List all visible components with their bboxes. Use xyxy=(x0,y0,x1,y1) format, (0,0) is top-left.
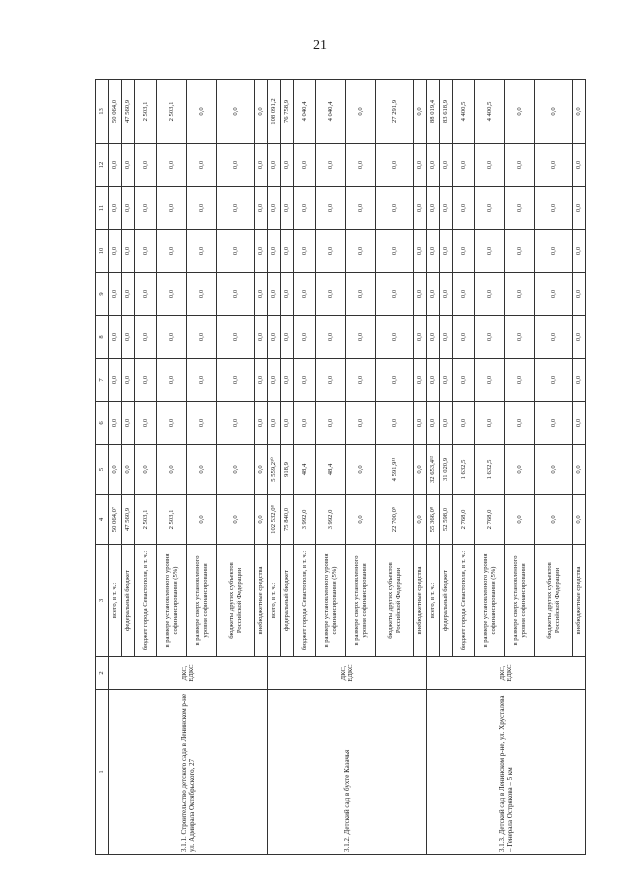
value-cell: 0,0 xyxy=(440,316,453,359)
value-cell: 0,0 xyxy=(281,144,294,187)
value-cell: 0,0 xyxy=(157,359,187,402)
funding-source-cell: всего, в т. ч.: xyxy=(109,545,122,657)
column-header: 13 xyxy=(96,80,109,144)
value-cell: 0,0 xyxy=(187,273,217,316)
column-header: 2 xyxy=(96,657,109,690)
value-cell: 0,0 xyxy=(268,144,281,187)
value-cell: 0,0 xyxy=(217,445,255,495)
rotated-table-container xyxy=(95,80,583,855)
value-cell: 50 064,0⁷ xyxy=(109,495,122,545)
value-cell: 0,0 xyxy=(316,144,346,187)
value-cell: 27 291,9 xyxy=(376,80,414,144)
value-cell: 0,0 xyxy=(414,359,427,402)
value-cell: 0,0 xyxy=(122,402,135,445)
value-cell: 0,0 xyxy=(453,230,475,273)
value-cell: 0,0 xyxy=(135,144,157,187)
funding-source-cell: внебюджетные средства xyxy=(573,545,586,657)
value-cell: 0,0 xyxy=(217,495,255,545)
header-row xyxy=(96,80,109,855)
funding-source-cell: бюджет города Севастополя, в т. ч.: xyxy=(135,545,157,657)
table-row xyxy=(268,80,281,855)
value-cell: 0,0 xyxy=(573,445,586,495)
value-cell: 0,0 xyxy=(316,273,346,316)
value-cell: 0,0 xyxy=(346,144,376,187)
funding-source-cell: бюджет города Севастополя, в т. ч.: xyxy=(294,545,316,657)
value-cell: 0,0 xyxy=(505,359,535,402)
value-cell: 0,0 xyxy=(281,402,294,445)
value-cell: 0,0 xyxy=(427,273,440,316)
value-cell: 0,0 xyxy=(122,359,135,402)
measure-name-cell: 3.1.3. Детский сад в Ленинском р-не, ул. Хрусталева – Генерала Острякова – 5 км xyxy=(427,690,586,855)
value-cell: 0,0 xyxy=(440,230,453,273)
value-cell: 0,0 xyxy=(453,144,475,187)
value-cell: 0,0 xyxy=(187,445,217,495)
value-cell: 0,0 xyxy=(346,402,376,445)
value-cell: 0,0 xyxy=(346,273,376,316)
value-cell: 0,0 xyxy=(255,80,268,144)
value-cell: 2 503,1 xyxy=(157,495,187,545)
value-cell: 0,0 xyxy=(255,144,268,187)
column-header: 5 xyxy=(96,445,109,495)
column-header: 1 xyxy=(96,690,109,855)
value-cell: 0,0 xyxy=(255,316,268,359)
funding-source-cell: внебюджетные средства xyxy=(255,545,268,657)
value-cell: 0,0 xyxy=(535,495,573,545)
executor-cell: ДКС, ЕДКС xyxy=(268,657,427,690)
funding-source-cell: в размере установленного уровня софинансирования (5%) xyxy=(475,545,505,657)
funding-source-cell: в размере установленного уровня софинансирования (5%) xyxy=(316,545,346,657)
value-cell: 31 020,9 xyxy=(440,445,453,495)
value-cell: 0,0 xyxy=(414,273,427,316)
value-cell: 0,0 xyxy=(475,316,505,359)
value-cell: 0,0 xyxy=(157,144,187,187)
value-cell: 47 560,9 xyxy=(122,80,135,144)
value-cell: 0,0 xyxy=(217,187,255,230)
measure-name-cell: 3.1.2. Детский сад в бухте Казачья xyxy=(268,690,427,855)
value-cell: 5 559,2¹⁰ xyxy=(268,445,281,495)
value-cell: 0,0 xyxy=(475,273,505,316)
table-body xyxy=(96,80,586,855)
value-cell: 0,0 xyxy=(376,402,414,445)
value-cell: 0,0 xyxy=(135,230,157,273)
funding-source-cell: бюджеты других субъектов Российской Федерации xyxy=(535,545,573,657)
table-row xyxy=(427,80,440,855)
value-cell: 0,0 xyxy=(217,80,255,144)
value-cell: 0,0 xyxy=(217,316,255,359)
funding-source-cell: бюджеты других субъектов Российской Федерации xyxy=(217,545,255,657)
value-cell: 3 992,0 xyxy=(294,495,316,545)
value-cell: 22 700,0⁹ xyxy=(376,495,414,545)
value-cell: 0,0 xyxy=(281,273,294,316)
value-cell: 0,0 xyxy=(535,316,573,359)
value-cell: 0,0 xyxy=(109,359,122,402)
value-cell: 0,0 xyxy=(187,402,217,445)
value-cell: 0,0 xyxy=(427,144,440,187)
funding-source-cell: федеральный бюджет xyxy=(440,545,453,657)
value-cell: 0,0 xyxy=(535,273,573,316)
value-cell: 0,0 xyxy=(346,187,376,230)
value-cell: 0,0 xyxy=(505,144,535,187)
column-header: 12 xyxy=(96,144,109,187)
funding-source-cell: федеральный бюджет xyxy=(281,545,294,657)
value-cell: 0,0 xyxy=(573,316,586,359)
value-cell: 0,0 xyxy=(346,445,376,495)
value-cell: 0,0 xyxy=(281,187,294,230)
value-cell: 0,0 xyxy=(187,144,217,187)
value-cell: 0,0 xyxy=(157,445,187,495)
value-cell: 0,0 xyxy=(255,230,268,273)
value-cell: 2 768,0 xyxy=(453,495,475,545)
value-cell: 0,0 xyxy=(376,144,414,187)
funding-source-cell: внебюджетные средства xyxy=(414,545,427,657)
value-cell: 0,0 xyxy=(535,402,573,445)
value-cell: 0,0 xyxy=(109,402,122,445)
value-cell: 0,0 xyxy=(217,402,255,445)
funding-source-cell: в размере сверх установленного уровня софинансирования xyxy=(346,545,376,657)
value-cell: 0,0 xyxy=(217,230,255,273)
column-header: 4 xyxy=(96,495,109,545)
value-cell: 0,0 xyxy=(135,316,157,359)
column-header: 7 xyxy=(96,359,109,402)
column-header: 10 xyxy=(96,230,109,273)
value-cell: 0,0 xyxy=(535,445,573,495)
value-cell: 0,0 xyxy=(414,445,427,495)
value-cell: 0,0 xyxy=(414,402,427,445)
value-cell: 0,0 xyxy=(346,316,376,359)
value-cell: 0,0 xyxy=(294,359,316,402)
value-cell: 48,4 xyxy=(316,445,346,495)
value-cell: 0,0 xyxy=(346,359,376,402)
value-cell: 0,0 xyxy=(122,445,135,495)
value-cell: 0,0 xyxy=(255,187,268,230)
value-cell: 0,0 xyxy=(376,316,414,359)
value-cell: 0,0 xyxy=(187,230,217,273)
value-cell: 0,0 xyxy=(453,316,475,359)
value-cell: 0,0 xyxy=(414,187,427,230)
value-cell: 0,0 xyxy=(187,495,217,545)
value-cell: 0,0 xyxy=(505,187,535,230)
value-cell: 0,0 xyxy=(376,230,414,273)
value-cell: 4 040,4 xyxy=(294,80,316,144)
value-cell: 1 632,5 xyxy=(475,445,505,495)
funding-source-cell: бюджеты других субъектов Российской Федерации xyxy=(376,545,414,657)
value-cell: 0,0 xyxy=(268,273,281,316)
value-cell: 0,0 xyxy=(475,144,505,187)
value-cell: 0,0 xyxy=(505,316,535,359)
value-cell: 88 019,4 xyxy=(427,80,440,144)
column-header: 11 xyxy=(96,187,109,230)
value-cell: 0,0 xyxy=(440,273,453,316)
value-cell: 0,0 xyxy=(294,273,316,316)
column-header: 8 xyxy=(96,316,109,359)
value-cell: 0,0 xyxy=(535,230,573,273)
value-cell: 0,0 xyxy=(135,445,157,495)
funding-source-cell: бюджет города Севастополя, в т. ч.: xyxy=(453,545,475,657)
value-cell: 0,0 xyxy=(453,273,475,316)
value-cell: 0,0 xyxy=(187,359,217,402)
value-cell: 0,0 xyxy=(573,359,586,402)
value-cell: 0,0 xyxy=(427,402,440,445)
value-cell: 0,0 xyxy=(187,187,217,230)
value-cell: 0,0 xyxy=(440,359,453,402)
funding-source-cell: федеральный бюджет xyxy=(122,545,135,657)
column-header: 3 xyxy=(96,545,109,657)
value-cell: 4 400,5 xyxy=(453,80,475,144)
value-cell: 0,0 xyxy=(573,495,586,545)
value-cell: 0,0 xyxy=(122,316,135,359)
value-cell: 0,0 xyxy=(294,187,316,230)
value-cell: 0,0 xyxy=(281,316,294,359)
value-cell: 4 591,9¹¹ xyxy=(376,445,414,495)
value-cell: 0,0 xyxy=(217,359,255,402)
value-cell: 0,0 xyxy=(122,187,135,230)
value-cell: 0,0 xyxy=(157,273,187,316)
value-cell: 0,0 xyxy=(505,402,535,445)
value-cell: 0,0 xyxy=(268,316,281,359)
funding-source-cell: в размере сверх установленного уровня софинансирования xyxy=(505,545,535,657)
value-cell: 0,0 xyxy=(453,187,475,230)
value-cell: 55 366,0⁸ xyxy=(427,495,440,545)
value-cell: 47 560,9 xyxy=(122,495,135,545)
value-cell: 0,0 xyxy=(505,230,535,273)
value-cell: 0,0 xyxy=(414,316,427,359)
value-cell: 0,0 xyxy=(268,402,281,445)
value-cell: 0,0 xyxy=(157,187,187,230)
value-cell: 0,0 xyxy=(255,495,268,545)
value-cell: 0,0 xyxy=(573,187,586,230)
value-cell: 0,0 xyxy=(281,230,294,273)
value-cell: 0,0 xyxy=(376,187,414,230)
value-cell: 0,0 xyxy=(217,144,255,187)
value-cell: 0,0 xyxy=(505,273,535,316)
value-cell: 0,0 xyxy=(453,402,475,445)
table-row xyxy=(109,80,122,855)
value-cell: 0,0 xyxy=(294,316,316,359)
value-cell: 0,0 xyxy=(109,445,122,495)
value-cell: 0,0 xyxy=(268,230,281,273)
value-cell: 0,0 xyxy=(505,80,535,144)
value-cell: 2 503,1 xyxy=(135,80,157,144)
value-cell: 0,0 xyxy=(255,273,268,316)
value-cell: 0,0 xyxy=(157,316,187,359)
value-cell: 32 653,4¹² xyxy=(427,445,440,495)
value-cell: 0,0 xyxy=(217,273,255,316)
value-cell: 0,0 xyxy=(255,359,268,402)
value-cell: 4 040,4 xyxy=(316,80,346,144)
value-cell: 0,0 xyxy=(414,80,427,144)
value-cell: 0,0 xyxy=(316,316,346,359)
value-cell: 0,0 xyxy=(535,187,573,230)
value-cell: 0,0 xyxy=(440,187,453,230)
value-cell: 0,0 xyxy=(255,402,268,445)
value-cell: 0,0 xyxy=(109,144,122,187)
value-cell: 0,0 xyxy=(109,316,122,359)
value-cell: 0,0 xyxy=(135,187,157,230)
value-cell: 0,0 xyxy=(294,230,316,273)
value-cell: 2 503,1 xyxy=(157,80,187,144)
value-cell: 0,0 xyxy=(535,144,573,187)
value-cell: 0,0 xyxy=(427,230,440,273)
value-cell: 1 632,5 xyxy=(453,445,475,495)
value-cell: 0,0 xyxy=(109,187,122,230)
value-cell: 0,0 xyxy=(268,359,281,402)
value-cell: 0,0 xyxy=(414,495,427,545)
value-cell: 0,0 xyxy=(573,80,586,144)
value-cell: 0,0 xyxy=(427,187,440,230)
value-cell: 0,0 xyxy=(187,80,217,144)
value-cell: 0,0 xyxy=(316,402,346,445)
value-cell: 0,0 xyxy=(157,230,187,273)
column-header: 9 xyxy=(96,273,109,316)
value-cell: 0,0 xyxy=(535,359,573,402)
value-cell: 918,9 xyxy=(281,445,294,495)
value-cell: 0,0 xyxy=(316,359,346,402)
value-cell: 102 532,0⁸ xyxy=(268,495,281,545)
funding-source-cell: всего, в т. ч.: xyxy=(427,545,440,657)
value-cell: 0,0 xyxy=(573,230,586,273)
value-cell: 0,0 xyxy=(376,273,414,316)
page-number: 21 xyxy=(313,38,327,53)
value-cell: 0,0 xyxy=(294,402,316,445)
executor-cell: ДКС, ЕДКС xyxy=(427,657,586,690)
value-cell: 0,0 xyxy=(505,495,535,545)
value-cell: 0,0 xyxy=(316,187,346,230)
executor-cell: ДКС, ЕДКС xyxy=(109,657,268,690)
value-cell: 0,0 xyxy=(414,144,427,187)
value-cell: 0,0 xyxy=(427,359,440,402)
value-cell: 0,0 xyxy=(475,402,505,445)
value-cell: 0,0 xyxy=(294,144,316,187)
funding-table xyxy=(95,79,586,855)
value-cell: 0,0 xyxy=(122,273,135,316)
value-cell: 2 503,1 xyxy=(135,495,157,545)
value-cell: 0,0 xyxy=(573,402,586,445)
value-cell: 0,0 xyxy=(475,359,505,402)
funding-source-cell: всего, в т. ч.: xyxy=(268,545,281,657)
value-cell: 0,0 xyxy=(475,230,505,273)
value-cell: 0,0 xyxy=(505,445,535,495)
value-cell: 0,0 xyxy=(427,316,440,359)
value-cell: 0,0 xyxy=(535,80,573,144)
value-cell: 0,0 xyxy=(440,402,453,445)
value-cell: 0,0 xyxy=(268,187,281,230)
column-header: 6 xyxy=(96,402,109,445)
value-cell: 75 840,0 xyxy=(281,495,294,545)
value-cell: 0,0 xyxy=(122,144,135,187)
value-cell: 0,0 xyxy=(255,445,268,495)
funding-source-cell: в размере установленного уровня софинансирования (5%) xyxy=(157,545,187,657)
value-cell: 0,0 xyxy=(346,495,376,545)
value-cell: 108 091,2 xyxy=(268,80,281,144)
value-cell: 0,0 xyxy=(346,80,376,144)
value-cell: 0,0 xyxy=(573,144,586,187)
value-cell: 0,0 xyxy=(135,402,157,445)
value-cell: 52 598,0 xyxy=(440,495,453,545)
value-cell: 0,0 xyxy=(135,273,157,316)
value-cell: 50 064,0 xyxy=(109,80,122,144)
value-cell: 0,0 xyxy=(376,359,414,402)
value-cell: 76 758,9 xyxy=(281,80,294,144)
value-cell: 0,0 xyxy=(316,230,346,273)
value-cell: 0,0 xyxy=(109,273,122,316)
value-cell: 2 768,0 xyxy=(475,495,505,545)
value-cell: 0,0 xyxy=(453,359,475,402)
value-cell: 0,0 xyxy=(135,359,157,402)
value-cell: 0,0 xyxy=(346,230,376,273)
value-cell: 0,0 xyxy=(109,230,122,273)
value-cell: 0,0 xyxy=(414,230,427,273)
value-cell: 0,0 xyxy=(187,316,217,359)
value-cell: 3 992,0 xyxy=(316,495,346,545)
value-cell: 0,0 xyxy=(281,359,294,402)
value-cell: 4 400,5 xyxy=(475,80,505,144)
value-cell: 83 618,9 xyxy=(440,80,453,144)
value-cell: 0,0 xyxy=(440,144,453,187)
value-cell: 48,4 xyxy=(294,445,316,495)
value-cell: 0,0 xyxy=(475,187,505,230)
measure-name-cell: 3.1.1. Строительство детского сада в Ленинском р-не ул. Адмирала Октябрьского, 27 xyxy=(109,690,268,855)
value-cell: 0,0 xyxy=(157,402,187,445)
value-cell: 0,0 xyxy=(573,273,586,316)
funding-source-cell: в размере сверх установленного уровня софинансирования xyxy=(187,545,217,657)
value-cell: 0,0 xyxy=(122,230,135,273)
